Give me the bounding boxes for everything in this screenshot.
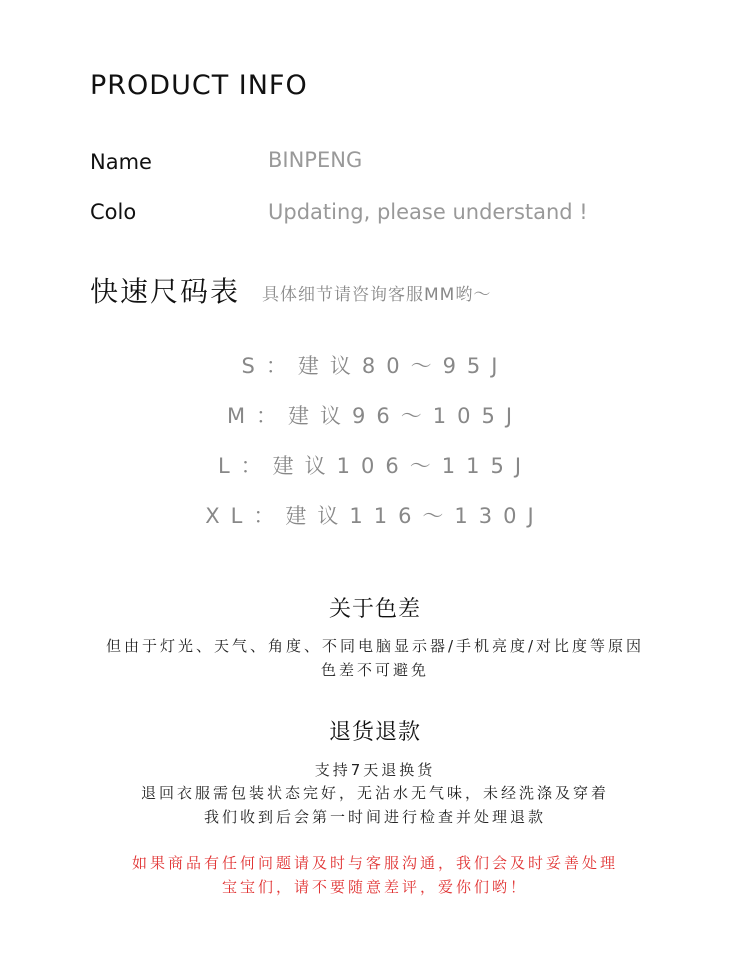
return-policy-line: 我们收到后会第一时间进行检查并处理退款 <box>203 808 546 826</box>
size-table-heading: 快速尺码表 <box>90 275 241 308</box>
page-title: PRODUCT INFO <box>90 70 308 101</box>
color-label: Colo <box>90 200 137 224</box>
size-table-note: 具体细节请咨询客服MM哟～ <box>262 285 492 305</box>
size-row-xl: XL：建议116～130J <box>205 504 545 528</box>
return-policy-line: 退回衣服需包装状态完好，无沾水无气味，未经洗涤及穿着 <box>140 784 609 802</box>
size-row-l: L：建议106～115J <box>217 454 533 478</box>
size-row-s: S：建议80～95J <box>241 354 509 378</box>
contact-notice-line: 宝宝们，请不要随意差评，爱你们哟！ <box>221 878 528 896</box>
color-difference-line: 色差不可避免 <box>320 661 429 679</box>
contact-notice-line: 如果商品有任何问题请及时与客服沟通，我们会及时妥善处理 <box>131 854 618 872</box>
size-row-m: M：建议96～105J <box>226 404 524 428</box>
name-value: BINPENG <box>268 148 363 172</box>
color-difference-title: 关于色差 <box>328 597 421 622</box>
return-policy-line: 支持7天退换货 <box>314 761 436 779</box>
color-difference-line: 但由于灯光、天气、角度、不同电脑显示器/手机亮度/对比度等原因 <box>105 637 645 655</box>
color-value: Updating, please understand ! <box>268 200 588 224</box>
return-policy-title: 退货退款 <box>328 720 421 745</box>
name-label: Name <box>90 150 152 174</box>
